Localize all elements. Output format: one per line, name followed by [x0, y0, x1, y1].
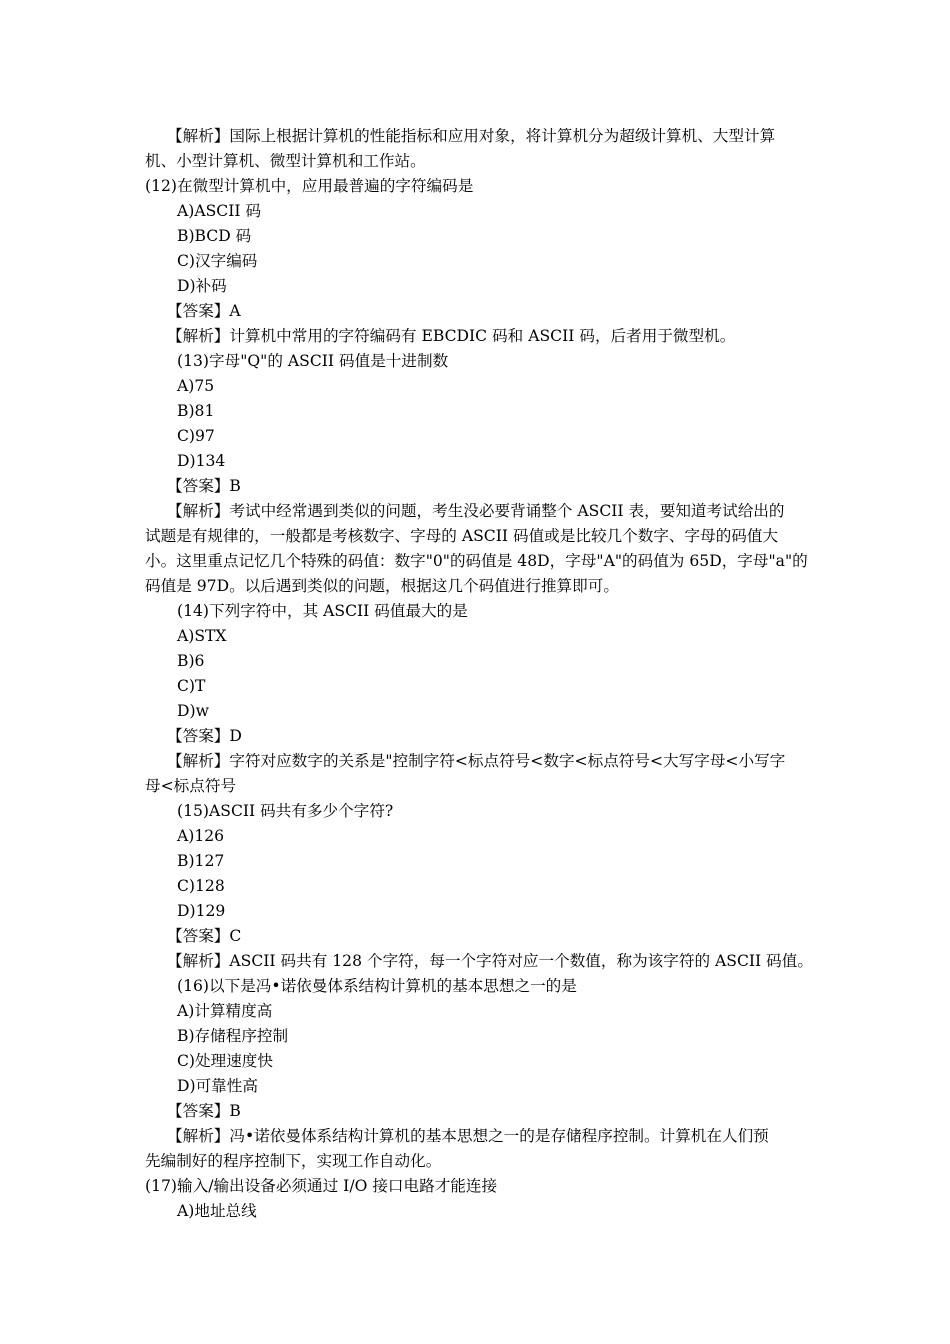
answer-line: 【答案】C — [167, 927, 242, 945]
analysis-line: 【解析】字符对应数字的关系是"控制字符<标点符号<数字<标点符号<大写字母<小写字 — [167, 752, 786, 770]
question-line: (13)字母"Q"的 ASCII 码值是十进制数 — [177, 352, 449, 370]
answer-line: 【答案】B — [167, 477, 241, 495]
question-line: (17)输入/输出设备必须通过 I/O 接口电路才能连接 — [145, 1177, 498, 1195]
question-line: (14)下列字符中，其 ASCII 码值最大的是 — [177, 602, 468, 620]
analysis-line: 试题是有规律的，一般都是考核数字、字母的 ASCII 码值或是比较几个数字、字母的码值大 — [145, 527, 779, 545]
question-line: (12)在微型计算机中，应用最普遍的字符编码是 — [145, 177, 474, 195]
option-line: A)地址总线 — [177, 1202, 257, 1220]
option-line: B)6 — [177, 652, 205, 670]
option-line: B)存储程序控制 — [177, 1027, 289, 1045]
text-line: 机、小型计算机、微型计算机和工作站。 — [145, 152, 426, 170]
option-line: D)可靠性高 — [177, 1077, 258, 1095]
text-line: 【解析】国际上根据计算机的性能指标和应用对象，将计算机分为超级计算机、大型计算 — [167, 127, 776, 145]
analysis-line: 【解析】ASCII 码共有 128 个字符，每一个字符对应一个数值，称为该字符的 ASCII 码值。 — [167, 952, 813, 970]
option-line: D)134 — [177, 452, 226, 470]
option-line: D)129 — [177, 902, 226, 920]
option-line: D)补码 — [177, 277, 227, 295]
analysis-line: 【解析】考试中经常遇到类似的问题，考生没必要背诵整个 ASCII 表，要知道考试给出的 — [167, 502, 785, 520]
option-line: C)汉字编码 — [177, 252, 258, 270]
option-line: C)97 — [177, 427, 215, 445]
analysis-line: 母<标点符号 — [145, 777, 237, 795]
option-line: C)128 — [177, 877, 225, 895]
analysis-line: 小。这里重点记忆几个特殊的码值：数字"0"的码值是 48D，字母"A"的码值为 65D，字母"a"的 — [145, 552, 808, 570]
answer-line: 【答案】B — [167, 1102, 241, 1120]
analysis-line: 【解析】冯•诺依曼体系结构计算机的基本思想之一的是存储程序控制。计算机在人们预 — [167, 1127, 769, 1145]
option-line: A)STX — [177, 627, 227, 645]
option-line: B)81 — [177, 402, 215, 420]
analysis-line: 先编制好的程序控制下，实现工作自动化。 — [145, 1152, 442, 1170]
option-line: A)75 — [177, 377, 215, 395]
option-line: A)计算精度高 — [177, 1002, 273, 1020]
option-line: B)BCD 码 — [177, 227, 252, 245]
question-line: (16)以下是冯•诺依曼体系结构计算机的基本思想之一的是 — [177, 977, 577, 995]
answer-line: 【答案】D — [167, 727, 242, 745]
option-line: C)T — [177, 677, 206, 695]
option-line: C)处理速度快 — [177, 1052, 273, 1070]
answer-line: 【答案】A — [167, 302, 241, 320]
analysis-line: 【解析】计算机中常用的字符编码有 EBCDIC 码和 ASCII 码，后者用于微型机。 — [167, 327, 736, 345]
option-line: D)w — [177, 702, 209, 720]
option-line: A)126 — [177, 827, 225, 845]
question-line: (15)ASCII 码共有多少个字符? — [177, 802, 394, 820]
analysis-line: 码值是 97D。以后遇到类似的问题，根据这几个码值进行推算即可。 — [145, 577, 619, 595]
option-line: B)127 — [177, 852, 225, 870]
option-line: A)ASCII 码 — [177, 202, 262, 220]
